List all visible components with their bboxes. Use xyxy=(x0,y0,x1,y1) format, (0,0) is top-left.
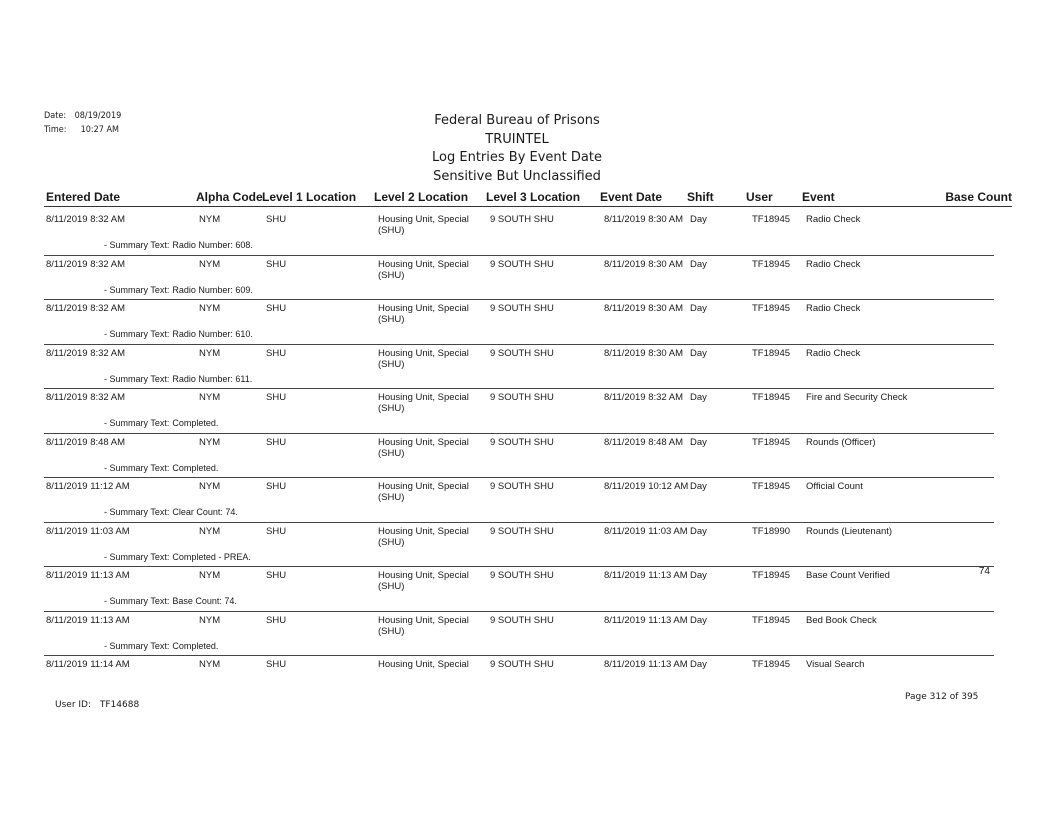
summary-text xyxy=(104,329,253,339)
cell-entered-date: 8/11/2019 11:14 AM xyxy=(46,659,130,670)
page-number: Page 312 of 395 xyxy=(905,692,979,702)
row-divider xyxy=(44,611,994,612)
cell-event: Base Count Verified xyxy=(806,570,890,581)
summary-value: Completed. xyxy=(172,462,219,473)
cell-alpha-code: NYM xyxy=(199,525,221,537)
cell-event: Radio Check xyxy=(806,258,861,270)
cell-event: Rounds (Lieutenant) xyxy=(806,525,893,537)
cell-base-count: 74 xyxy=(978,566,990,577)
cell-level1: SHU xyxy=(266,347,287,359)
cell-level3: 9 SOUTH SHU xyxy=(490,347,554,359)
cell-level1: SHU xyxy=(266,436,287,448)
cell-level3: 9 SOUTH SHU xyxy=(490,659,554,670)
table-row xyxy=(44,433,994,477)
col-level2: Level 2 Location xyxy=(374,190,469,204)
cell-event-date: 8/11/2019 8:30 AM xyxy=(604,303,684,314)
summary-value: Clear Count: 74. xyxy=(172,507,238,517)
row-divider xyxy=(44,566,994,567)
summary-text xyxy=(104,418,218,428)
cell-shift: Day xyxy=(690,570,707,581)
cell-event: Radio Check xyxy=(806,347,861,359)
summary-value: Radio Number: 610. xyxy=(172,329,253,339)
cell-level2: Housing Unit, Special (SHU) xyxy=(378,392,469,414)
summary-prefix: - Summary Text: xyxy=(104,507,170,517)
cell-event-date: 8/11/2019 8:30 AM xyxy=(604,214,684,225)
summary-value: Completed. xyxy=(172,418,219,428)
cell-event-date: 8/11/2019 8:30 AM xyxy=(604,258,684,270)
summary-prefix: - Summary Text: xyxy=(104,418,170,428)
cell-event: Fire and Security Check xyxy=(806,392,908,403)
cell-entered-date: 8/11/2019 8:32 AM xyxy=(46,392,126,403)
classification: Sensitive But Unclassified xyxy=(433,168,601,184)
summary-text xyxy=(104,463,218,473)
cell-level1: SHU xyxy=(266,303,287,314)
cell-entered-date: 8/11/2019 8:32 AM xyxy=(46,258,126,270)
table-row xyxy=(44,655,994,699)
row-divider xyxy=(44,522,994,523)
cell-alpha-code: NYM xyxy=(199,436,221,448)
cell-alpha-code: NYM xyxy=(199,481,221,492)
table-row xyxy=(44,210,994,254)
cell-entered-date: 8/11/2019 11:13 AM xyxy=(46,570,130,581)
cell-level2: Housing Unit, Special (SHU) xyxy=(378,436,469,459)
user-id-value: TF14688 xyxy=(99,700,140,710)
cell-event: Radio Check xyxy=(806,214,861,225)
cell-entered-date: 8/11/2019 8:48 AM xyxy=(46,436,126,448)
cell-shift: Day xyxy=(690,659,707,670)
cell-event-date: 8/11/2019 10:12 AM xyxy=(604,481,689,492)
cell-level2: Housing Unit, Special (SHU) xyxy=(378,525,469,548)
summary-text xyxy=(104,596,237,606)
cell-user: TF18945 xyxy=(752,258,791,270)
row-divider xyxy=(44,433,994,434)
cell-entered-date: 8/11/2019 8:32 AM xyxy=(46,303,126,314)
cell-level2: Housing Unit, Special (SHU) xyxy=(378,614,469,637)
cell-alpha-code: NYM xyxy=(199,659,221,670)
time-value: 10:27 AM xyxy=(80,125,120,135)
system-name: TRUINTEL xyxy=(485,131,549,147)
table-row xyxy=(44,477,994,521)
summary-text xyxy=(104,507,238,517)
summary-value: Base Count: 74. xyxy=(172,596,237,606)
cell-event: Rounds (Officer) xyxy=(806,436,876,448)
cell-level3: 9 SOUTH SHU xyxy=(490,258,554,270)
summary-prefix: - Summary Text: xyxy=(104,551,170,562)
cell-alpha-code: NYM xyxy=(199,303,221,314)
table-row xyxy=(44,299,994,343)
cell-level3: 9 SOUTH SHU xyxy=(490,481,554,492)
cell-level1: SHU xyxy=(266,258,287,270)
cell-user: TF18945 xyxy=(752,659,791,670)
cell-alpha-code: NYM xyxy=(199,614,221,626)
cell-entered-date: 8/11/2019 11:03 AM xyxy=(46,525,130,537)
cell-level3: 9 SOUTH SHU xyxy=(490,392,554,403)
cell-event-date: 8/11/2019 11:13 AM xyxy=(604,570,688,581)
report-date xyxy=(44,111,121,121)
cell-level1: SHU xyxy=(266,659,287,670)
table-row xyxy=(44,522,994,566)
col-user: User xyxy=(746,190,773,204)
cell-event: Bed Book Check xyxy=(806,614,877,626)
summary-value: Radio Number: 608. xyxy=(172,240,253,250)
cell-event: Visual Search xyxy=(806,659,865,670)
cell-alpha-code: NYM xyxy=(199,392,221,403)
row-divider xyxy=(44,255,994,256)
summary-text xyxy=(104,552,251,562)
cell-user: TF18945 xyxy=(752,481,791,492)
cell-level1: SHU xyxy=(266,214,287,225)
summary-prefix: - Summary Text: xyxy=(104,240,170,250)
cell-shift: Day xyxy=(690,614,707,626)
cell-event-date: 8/11/2019 11:13 AM xyxy=(604,614,688,626)
cell-level2: Housing Unit, Special (SHU) xyxy=(378,481,469,503)
cell-level2: Housing Unit, Special (SHU) xyxy=(378,347,469,370)
summary-text xyxy=(104,641,218,651)
cell-user: TF18945 xyxy=(752,614,791,626)
cell-user: TF18945 xyxy=(752,436,791,448)
table-header xyxy=(44,186,1012,208)
cell-level1: SHU xyxy=(266,614,287,626)
cell-entered-date: 8/11/2019 11:13 AM xyxy=(46,614,130,626)
cell-level2: Housing Unit, Special (SHU) xyxy=(378,214,469,236)
cell-shift: Day xyxy=(690,258,707,270)
cell-event-date: 8/11/2019 8:32 AM xyxy=(604,392,684,403)
row-divider xyxy=(44,655,994,656)
cell-entered-date: 8/11/2019 11:12 AM xyxy=(46,481,130,492)
cell-user: TF18990 xyxy=(752,525,791,537)
cell-shift: Day xyxy=(690,214,707,225)
cell-user: TF18945 xyxy=(752,347,791,359)
header-rule xyxy=(44,206,1012,207)
cell-user: TF18945 xyxy=(752,392,791,403)
summary-prefix: - Summary Text: xyxy=(104,373,170,384)
cell-shift: Day xyxy=(690,481,707,492)
report-title-block xyxy=(380,112,654,186)
cell-shift: Day xyxy=(690,392,707,403)
report-name: Log Entries By Event Date xyxy=(432,150,602,165)
summary-text xyxy=(104,240,253,250)
summary-text xyxy=(104,285,253,295)
cell-shift: Day xyxy=(690,303,707,314)
cell-level2: Housing Unit, Special (SHU) xyxy=(378,570,469,592)
footer-user-id xyxy=(55,700,139,710)
table-row xyxy=(44,344,994,388)
summary-text xyxy=(104,374,252,384)
row-divider xyxy=(44,477,994,478)
time-label: Time: xyxy=(44,125,67,135)
cell-entered-date: 8/11/2019 8:32 AM xyxy=(46,214,126,225)
cell-level1: SHU xyxy=(266,525,287,537)
cell-event-date: 8/11/2019 8:30 AM xyxy=(604,347,684,359)
cell-alpha-code: NYM xyxy=(199,214,221,225)
cell-level3: 9 SOUTH SHU xyxy=(490,214,554,225)
summary-prefix: - Summary Text: xyxy=(104,329,170,339)
cell-shift: Day xyxy=(690,436,707,448)
cell-level1: SHU xyxy=(266,392,287,403)
cell-level2: Housing Unit, Special (SHU) xyxy=(378,258,469,281)
cell-alpha-code: NYM xyxy=(199,347,221,359)
summary-value: Completed - PREA. xyxy=(172,551,251,562)
cell-level1: SHU xyxy=(266,570,287,581)
cell-level2: Housing Unit, Special xyxy=(378,659,469,670)
col-level3: Level 3 Location xyxy=(486,190,581,204)
cell-level3: 9 SOUTH SHU xyxy=(490,436,554,448)
cell-level3: 9 SOUTH SHU xyxy=(490,303,554,314)
cell-shift: Day xyxy=(690,525,707,537)
cell-level1: SHU xyxy=(266,481,287,492)
cell-user: TF18945 xyxy=(752,570,791,581)
cell-shift: Day xyxy=(690,347,707,359)
col-shift: Shift xyxy=(687,190,714,204)
cell-level3: 9 SOUTH SHU xyxy=(490,570,554,581)
row-divider xyxy=(44,344,994,345)
report-time xyxy=(44,125,119,135)
summary-value: Radio Number: 611. xyxy=(172,373,253,384)
col-base-count: Base Count xyxy=(945,190,1012,204)
cell-user: TF18945 xyxy=(752,214,791,225)
cell-alpha-code: NYM xyxy=(199,570,221,581)
cell-level3: 9 SOUTH SHU xyxy=(490,525,554,537)
cell-level2: Housing Unit, Special (SHU) xyxy=(378,303,469,325)
cell-alpha-code: NYM xyxy=(199,258,221,270)
col-event-date: Event Date xyxy=(600,190,663,204)
table-row xyxy=(44,566,994,610)
cell-event-date: 8/11/2019 8:48 AM xyxy=(604,436,684,448)
summary-value: Completed. xyxy=(172,640,219,651)
user-id-label: User ID: xyxy=(55,700,91,710)
col-level1: Level 1 Location xyxy=(262,190,357,204)
cell-entered-date: 8/11/2019 8:32 AM xyxy=(46,347,126,359)
table-row xyxy=(44,255,994,299)
summary-value: Radio Number: 609. xyxy=(172,284,253,295)
col-alpha-code: Alpha Code xyxy=(196,190,263,204)
row-divider xyxy=(44,388,994,389)
summary-prefix: - Summary Text: xyxy=(104,640,170,651)
cell-event-date: 8/11/2019 11:03 AM xyxy=(604,525,688,537)
col-entered-date: Entered Date xyxy=(46,190,121,204)
org-name: Federal Bureau of Prisons xyxy=(434,113,600,128)
row-divider xyxy=(44,299,994,300)
date-value: 08/19/2019 xyxy=(74,111,122,121)
summary-prefix: - Summary Text: xyxy=(104,284,170,295)
cell-event-date: 8/11/2019 11:13 AM xyxy=(604,659,688,670)
summary-prefix: - Summary Text: xyxy=(104,462,170,473)
cell-event: Radio Check xyxy=(806,303,861,314)
col-event: Event xyxy=(802,190,835,204)
date-label: Date: xyxy=(44,111,67,121)
cell-event: Official Count xyxy=(806,481,863,492)
summary-prefix: - Summary Text: xyxy=(104,596,170,606)
table-row xyxy=(44,388,994,432)
table-row xyxy=(44,611,994,655)
cell-user: TF18945 xyxy=(752,303,791,314)
cell-level3: 9 SOUTH SHU xyxy=(490,614,554,626)
